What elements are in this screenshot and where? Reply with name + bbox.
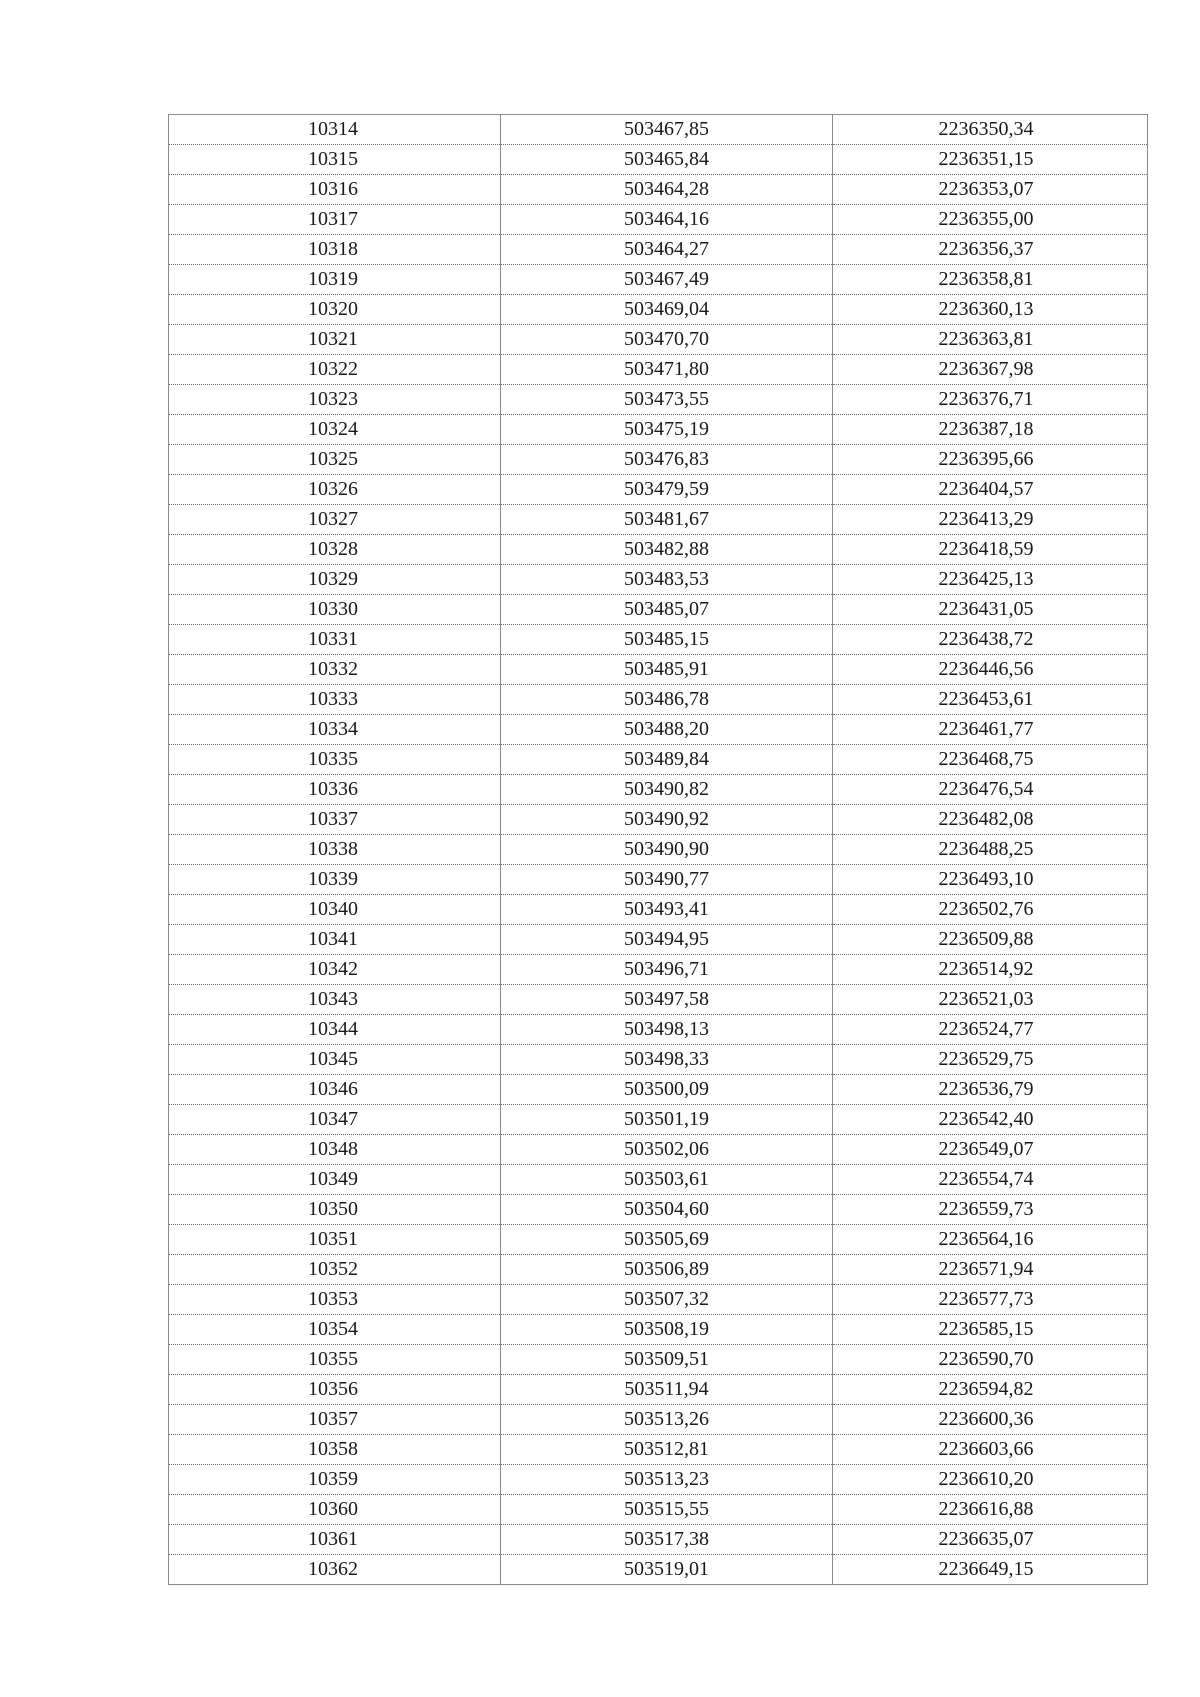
x-coordinate-cell: 503508,19 [501, 1315, 833, 1345]
x-coordinate-cell: 503464,27 [501, 235, 833, 265]
point-number-cell: 10346 [169, 1075, 501, 1105]
y-coordinate-cell: 2236600,36 [833, 1405, 1148, 1435]
y-coordinate-cell: 2236594,82 [833, 1375, 1148, 1405]
point-number-cell: 10337 [169, 805, 501, 835]
point-number-cell: 10330 [169, 595, 501, 625]
point-number-cell: 10318 [169, 235, 501, 265]
point-number-cell: 10321 [169, 325, 501, 355]
table-row [169, 1555, 1148, 1585]
point-number-cell: 10316 [169, 175, 501, 205]
point-number-cell: 10324 [169, 415, 501, 445]
table-row [169, 985, 1148, 1015]
x-coordinate-cell: 503504,60 [501, 1195, 833, 1225]
table-row [169, 1255, 1148, 1285]
y-coordinate-cell: 2236635,07 [833, 1525, 1148, 1555]
y-coordinate-cell: 2236493,10 [833, 865, 1148, 895]
point-number-cell: 10355 [169, 1345, 501, 1375]
x-coordinate-cell: 503496,71 [501, 955, 833, 985]
x-coordinate-cell: 503500,09 [501, 1075, 833, 1105]
x-coordinate-cell: 503481,67 [501, 505, 833, 535]
point-number-cell: 10331 [169, 625, 501, 655]
table-row [169, 235, 1148, 265]
table-row [169, 355, 1148, 385]
table-row [169, 1045, 1148, 1075]
table-row [169, 1435, 1148, 1465]
table-row [169, 715, 1148, 745]
table-row [169, 1135, 1148, 1165]
y-coordinate-cell: 2236590,70 [833, 1345, 1148, 1375]
point-number-cell: 10350 [169, 1195, 501, 1225]
x-coordinate-cell: 503502,06 [501, 1135, 833, 1165]
x-coordinate-cell: 503464,16 [501, 205, 833, 235]
x-coordinate-cell: 503488,20 [501, 715, 833, 745]
table-row [169, 685, 1148, 715]
y-coordinate-cell: 2236549,07 [833, 1135, 1148, 1165]
x-coordinate-cell: 503509,51 [501, 1345, 833, 1375]
point-number-cell: 10326 [169, 475, 501, 505]
table-row [169, 1315, 1148, 1345]
x-coordinate-cell: 503464,28 [501, 175, 833, 205]
table-row [169, 565, 1148, 595]
point-number-cell: 10351 [169, 1225, 501, 1255]
table-row [169, 1405, 1148, 1435]
point-number-cell: 10314 [169, 115, 501, 145]
x-coordinate-cell: 503490,82 [501, 775, 833, 805]
point-number-cell: 10361 [169, 1525, 501, 1555]
table-row [169, 865, 1148, 895]
point-number-cell: 10320 [169, 295, 501, 325]
y-coordinate-cell: 2236577,73 [833, 1285, 1148, 1315]
y-coordinate-cell: 2236536,79 [833, 1075, 1148, 1105]
table-row [169, 145, 1148, 175]
y-coordinate-cell: 2236438,72 [833, 625, 1148, 655]
y-coordinate-cell: 2236571,94 [833, 1255, 1148, 1285]
point-number-cell: 10334 [169, 715, 501, 745]
x-coordinate-cell: 503471,80 [501, 355, 833, 385]
x-coordinate-cell: 503485,15 [501, 625, 833, 655]
point-number-cell: 10359 [169, 1465, 501, 1495]
y-coordinate-cell: 2236367,98 [833, 355, 1148, 385]
x-coordinate-cell: 503497,58 [501, 985, 833, 1015]
table-row [169, 1165, 1148, 1195]
x-coordinate-cell: 503494,95 [501, 925, 833, 955]
y-coordinate-cell: 2236413,29 [833, 505, 1148, 535]
table-row [169, 535, 1148, 565]
y-coordinate-cell: 2236514,92 [833, 955, 1148, 985]
x-coordinate-cell: 503470,70 [501, 325, 833, 355]
y-coordinate-cell: 2236468,75 [833, 745, 1148, 775]
x-coordinate-cell: 503475,19 [501, 415, 833, 445]
table-row [169, 475, 1148, 505]
table-row [169, 265, 1148, 295]
y-coordinate-cell: 2236603,66 [833, 1435, 1148, 1465]
x-coordinate-cell: 503479,59 [501, 475, 833, 505]
y-coordinate-cell: 2236353,07 [833, 175, 1148, 205]
y-coordinate-cell: 2236350,34 [833, 115, 1148, 145]
x-coordinate-cell: 503505,69 [501, 1225, 833, 1255]
y-coordinate-cell: 2236360,13 [833, 295, 1148, 325]
y-coordinate-cell: 2236554,74 [833, 1165, 1148, 1195]
x-coordinate-cell: 503501,19 [501, 1105, 833, 1135]
table-row [169, 295, 1148, 325]
x-coordinate-cell: 503503,61 [501, 1165, 833, 1195]
y-coordinate-cell: 2236376,71 [833, 385, 1148, 415]
x-coordinate-cell: 503519,01 [501, 1555, 833, 1585]
point-number-cell: 10333 [169, 685, 501, 715]
point-number-cell: 10319 [169, 265, 501, 295]
y-coordinate-cell: 2236521,03 [833, 985, 1148, 1015]
y-coordinate-cell: 2236358,81 [833, 265, 1148, 295]
x-coordinate-cell: 503513,26 [501, 1405, 833, 1435]
x-coordinate-cell: 503490,90 [501, 835, 833, 865]
y-coordinate-cell: 2236482,08 [833, 805, 1148, 835]
point-number-cell: 10328 [169, 535, 501, 565]
y-coordinate-cell: 2236404,57 [833, 475, 1148, 505]
point-number-cell: 10315 [169, 145, 501, 175]
y-coordinate-cell: 2236461,77 [833, 715, 1148, 745]
x-coordinate-cell: 503465,84 [501, 145, 833, 175]
table-row [169, 1345, 1148, 1375]
x-coordinate-cell: 503490,92 [501, 805, 833, 835]
table-row [169, 925, 1148, 955]
x-coordinate-cell: 503476,83 [501, 445, 833, 475]
table-row [169, 1225, 1148, 1255]
point-number-cell: 10329 [169, 565, 501, 595]
x-coordinate-cell: 503506,89 [501, 1255, 833, 1285]
point-number-cell: 10327 [169, 505, 501, 535]
table-row [169, 1375, 1148, 1405]
y-coordinate-cell: 2236476,54 [833, 775, 1148, 805]
y-coordinate-cell: 2236395,66 [833, 445, 1148, 475]
y-coordinate-cell: 2236446,56 [833, 655, 1148, 685]
y-coordinate-cell: 2236529,75 [833, 1045, 1148, 1075]
table-row [169, 775, 1148, 805]
point-number-cell: 10362 [169, 1555, 501, 1585]
table-row [169, 595, 1148, 625]
x-coordinate-cell: 503482,88 [501, 535, 833, 565]
coordinates-table-body [169, 115, 1148, 1585]
point-number-cell: 10340 [169, 895, 501, 925]
table-row [169, 625, 1148, 655]
point-number-cell: 10348 [169, 1135, 501, 1165]
y-coordinate-cell: 2236356,37 [833, 235, 1148, 265]
x-coordinate-cell: 503485,91 [501, 655, 833, 685]
y-coordinate-cell: 2236616,88 [833, 1495, 1148, 1525]
x-coordinate-cell: 503473,55 [501, 385, 833, 415]
x-coordinate-cell: 503469,04 [501, 295, 833, 325]
table-row [169, 1285, 1148, 1315]
point-number-cell: 10339 [169, 865, 501, 895]
table-row [169, 385, 1148, 415]
x-coordinate-cell: 503512,81 [501, 1435, 833, 1465]
table-row [169, 895, 1148, 925]
table-row [169, 415, 1148, 445]
table-row [169, 325, 1148, 355]
y-coordinate-cell: 2236585,15 [833, 1315, 1148, 1345]
y-coordinate-cell: 2236502,76 [833, 895, 1148, 925]
point-number-cell: 10347 [169, 1105, 501, 1135]
point-number-cell: 10345 [169, 1045, 501, 1075]
x-coordinate-cell: 503489,84 [501, 745, 833, 775]
x-coordinate-cell: 503483,53 [501, 565, 833, 595]
table-row [169, 115, 1148, 145]
y-coordinate-cell: 2236542,40 [833, 1105, 1148, 1135]
point-number-cell: 10358 [169, 1435, 501, 1465]
table-row [169, 835, 1148, 865]
table-row [169, 1015, 1148, 1045]
x-coordinate-cell: 503486,78 [501, 685, 833, 715]
point-number-cell: 10322 [169, 355, 501, 385]
point-number-cell: 10356 [169, 1375, 501, 1405]
y-coordinate-cell: 2236488,25 [833, 835, 1148, 865]
y-coordinate-cell: 2236509,88 [833, 925, 1148, 955]
x-coordinate-cell: 503511,94 [501, 1375, 833, 1405]
point-number-cell: 10360 [169, 1495, 501, 1525]
y-coordinate-cell: 2236559,73 [833, 1195, 1148, 1225]
x-coordinate-cell: 503485,07 [501, 595, 833, 625]
table-row [169, 445, 1148, 475]
table-row [169, 745, 1148, 775]
x-coordinate-cell: 503467,49 [501, 265, 833, 295]
table-row [169, 1195, 1148, 1225]
table-row [169, 805, 1148, 835]
point-number-cell: 10338 [169, 835, 501, 865]
y-coordinate-cell: 2236649,15 [833, 1555, 1148, 1585]
y-coordinate-cell: 2236564,16 [833, 1225, 1148, 1255]
table-row [169, 1105, 1148, 1135]
table-row [169, 655, 1148, 685]
point-number-cell: 10353 [169, 1285, 501, 1315]
table-row [169, 1465, 1148, 1495]
table-row [169, 505, 1148, 535]
table-row [169, 175, 1148, 205]
table-row [169, 1075, 1148, 1105]
point-number-cell: 10357 [169, 1405, 501, 1435]
point-number-cell: 10349 [169, 1165, 501, 1195]
point-number-cell: 10352 [169, 1255, 501, 1285]
x-coordinate-cell: 503507,32 [501, 1285, 833, 1315]
point-number-cell: 10336 [169, 775, 501, 805]
x-coordinate-cell: 503513,23 [501, 1465, 833, 1495]
coordinates-table [168, 114, 1148, 1585]
x-coordinate-cell: 503515,55 [501, 1495, 833, 1525]
point-number-cell: 10335 [169, 745, 501, 775]
y-coordinate-cell: 2236524,77 [833, 1015, 1148, 1045]
point-number-cell: 10344 [169, 1015, 501, 1045]
x-coordinate-cell: 503498,33 [501, 1045, 833, 1075]
point-number-cell: 10354 [169, 1315, 501, 1345]
y-coordinate-cell: 2236425,13 [833, 565, 1148, 595]
y-coordinate-cell: 2236431,05 [833, 595, 1148, 625]
point-number-cell: 10341 [169, 925, 501, 955]
y-coordinate-cell: 2236387,18 [833, 415, 1148, 445]
point-number-cell: 10342 [169, 955, 501, 985]
table-row [169, 1525, 1148, 1555]
table-row [169, 205, 1148, 235]
x-coordinate-cell: 503490,77 [501, 865, 833, 895]
y-coordinate-cell: 2236351,15 [833, 145, 1148, 175]
table-row [169, 1495, 1148, 1525]
x-coordinate-cell: 503467,85 [501, 115, 833, 145]
y-coordinate-cell: 2236355,00 [833, 205, 1148, 235]
x-coordinate-cell: 503498,13 [501, 1015, 833, 1045]
table-row [169, 955, 1148, 985]
x-coordinate-cell: 503493,41 [501, 895, 833, 925]
x-coordinate-cell: 503517,38 [501, 1525, 833, 1555]
point-number-cell: 10332 [169, 655, 501, 685]
point-number-cell: 10317 [169, 205, 501, 235]
y-coordinate-cell: 2236418,59 [833, 535, 1148, 565]
point-number-cell: 10323 [169, 385, 501, 415]
y-coordinate-cell: 2236453,61 [833, 685, 1148, 715]
y-coordinate-cell: 2236363,81 [833, 325, 1148, 355]
point-number-cell: 10343 [169, 985, 501, 1015]
point-number-cell: 10325 [169, 445, 501, 475]
y-coordinate-cell: 2236610,20 [833, 1465, 1148, 1495]
